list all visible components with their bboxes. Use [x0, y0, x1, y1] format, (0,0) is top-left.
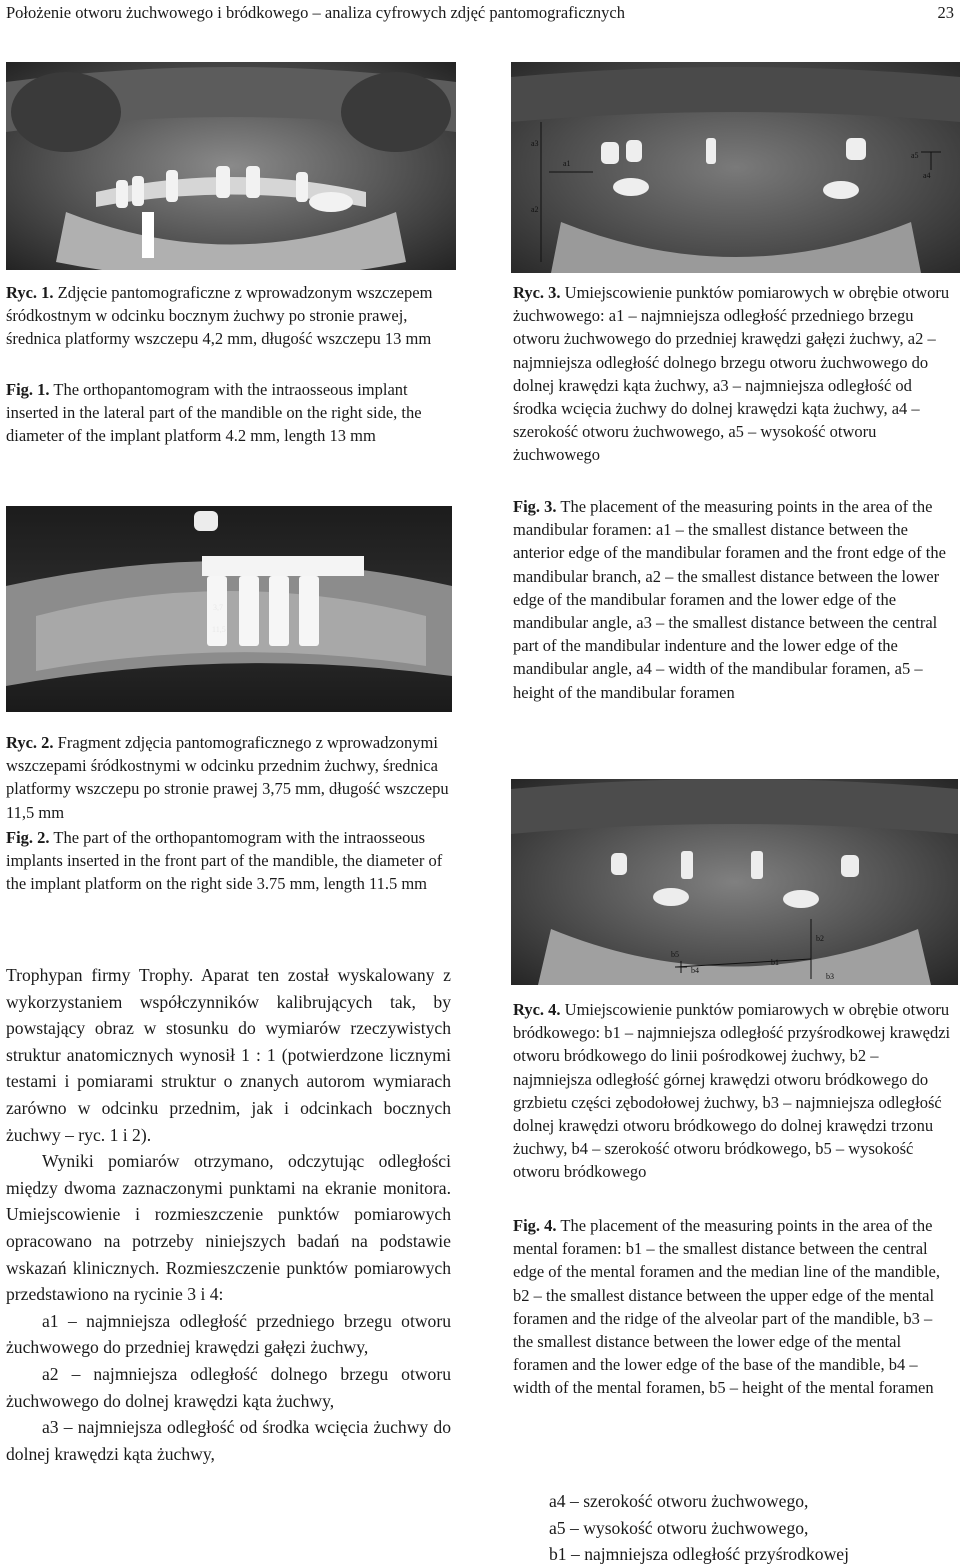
- body-left-paragraph-2: Wyniki pomiarów otrzymano, odczytując odległości między dwoma zaznaczonymi punktami na ekranie monitora. Umiejscowienie i rozmieszczenie punktów pomiarowych opracowano na potrzeby niniejszych badań na podstawie wskazań klinicznych. Rozmieszczenie punktów pomiarowych przedstawiono na rycinie 3 i 4:: [6, 1151, 451, 1305]
- figure-4-caption-pl: [513, 998, 955, 1184]
- figure-4-caption-en-lead: Fig. 4.: [513, 1216, 557, 1235]
- panoramic-xray-image-3: [511, 62, 960, 273]
- body-left-paragraph-3: a1 – najmniejsza odległość przedniego brzegu otworu żuchwowego do przedniej krawędzi gałęzi żuchwy,: [6, 1310, 451, 1358]
- figure-3-caption-en-lead: Fig. 3.: [513, 497, 557, 516]
- body-left-paragraph-5: a3 – najmniejsza odległość od środka wcięcia żuchwy do dolnej krawędzi kąta żuchwy,: [6, 1417, 451, 1464]
- figure-3-caption-pl-text: Umiejscowienie punktów pomiarowych w obrębie otworu żuchwowego: a1 – najmniejsza odległość przedniego brzegu otworu żuchwowego do przedniej krawędzi gałęzi żuchwy, a2 – najmniejsza odległość dolnego brzegu otworu żuchwowego do dolnej krawędzi kąta żuchwy, a3 – najmniejsza odległość od środka wcięcia żuchwy do dolnej krawędzi kąta żuchwy, a4 – szerokość otworu żuchwowego, a5 – wysokość otworu żuchwowego: [513, 283, 950, 465]
- figure-2-caption-en-lead: Fig. 2.: [6, 828, 50, 847]
- body-text-left: [6, 962, 451, 1467]
- implant-label-length: 11,5: [212, 625, 226, 634]
- body-left-paragraph-4: a2 – najmniejsza odległość dolnego brzegu otworu żuchwowego do dolnej krawędzi kąta żuchwy,: [6, 1363, 451, 1411]
- figure-1-radiograph: [6, 62, 456, 270]
- body-left-paragraph-1: Trophypan firmy Trophy. Aparat ten został wyskalowany z wykorzystaniem współczynników kalibrujących tak, by powstający obraz w stosunku do wymiarów rzeczywistych struktur anatomicznych wynosił 1 : 1 (potwierdzone licznymi testami i pomiarami struktur o znanych autorom wymiarach zarówno w odcinku przednim, jak i odcinkach bocznych żuchwy – ryc. 1 i 2).: [6, 965, 451, 1145]
- implant-label-diameter: 3,7: [213, 603, 223, 612]
- measure-label-a5: a5: [911, 151, 919, 160]
- figure-1-caption-pl-lead: Ryc. 1.: [6, 283, 54, 302]
- figure-3-caption-en-text: The placement of the measuring points in the area of the mandibular foramen: a1 – the smallest distance between the anterior edge of the mandibular foramen and the front edge of the mandibular branch, a2 – the smallest distance between the lower edge of the mandibular foramen and the lower edge of the mandibular angle, a3 – the smallest distance between the central part of the mandibular indenture and the lower edge of the mandibular angle, a4 – width of the mandibular foramen, a5 – height of the mandibular foramen: [513, 497, 946, 702]
- figure-3-caption-en: [513, 495, 955, 704]
- page-number: 23: [937, 3, 954, 22]
- figure-1-caption-pl-text: Zdjęcie pantomograficzne z wprowadzonym wszczepem śródkostnym w odcinku bocznym żuchwy po stronie prawej, średnica platformy wszczepu 4,2 mm, długość wszczepu 13 mm: [6, 283, 433, 349]
- figure-4-caption-en-text: The placement of the measuring points in the area of the mental foramen: b1 – the smallest distance between the central edge of the mental foramen and the median line of the mandible, b2 – the smallest distance between the upper edge of the mental foramen and the ridge of the alveolar part of the mandible, b3 – the smallest distance between the lower edge of the mental foramen and the lower edge of the base of the mandible, b4 – width of the mental foramen, b5 – height of the mental foramen: [513, 1216, 941, 1398]
- figure-1-caption-en-lead: Fig. 1.: [6, 380, 50, 399]
- figure-1-caption-en: [6, 378, 456, 448]
- figure-1-caption-pl: [6, 281, 456, 351]
- figure-1-caption-en-text: The orthopantomogram with the intraosseous implant inserted in the lateral part of the mandible on the right side, the diameter of the implant platform 4.2 mm, length 13 mm: [6, 380, 422, 446]
- figure-4-caption-en: [513, 1214, 955, 1400]
- measure-label-a3: a3: [531, 139, 539, 148]
- measure-label-a1: a1: [563, 159, 571, 168]
- figure-2-caption-en: [6, 826, 456, 896]
- figure-2-caption-pl-lead: Ryc. 2.: [6, 733, 54, 752]
- figure-2-caption-pl-text: Fragment zdjęcia pantomograficznego z wprowadzonymi wszczepami śródkostnymi w odcinku przednim żuchwy, średnica platformy wszczepu po stronie prawej 3,75 mm, długość wszczepu 11,5 mm: [6, 733, 449, 822]
- panoramic-xray-fragment-image: [6, 506, 452, 712]
- figure-3-radiograph: [511, 62, 960, 273]
- body-right-paragraph-3: b1 – najmniejsza odległość przyśrodkowej: [549, 1544, 849, 1565]
- figure-2-caption-en-text: The part of the orthopantomogram with the intraosseous implants inserted in the front part of the mandible, the diameter of the implant platform on the right side 3.75 mm, length 11.5 mm: [6, 828, 443, 894]
- panoramic-xray-image-4: [511, 779, 958, 985]
- measure-label-b4: b4: [691, 966, 699, 975]
- figure-3-caption-pl-lead: Ryc. 3.: [513, 283, 561, 302]
- measure-label-a2: a2: [531, 205, 539, 214]
- figure-4-caption-pl-text: Umiejscowienie punktów pomiarowych w obrębie otworu bródkowego: b1 – najmniejsza odległość przyśrodkowej krawędzi otworu bródkowego do linii pośrodkowej żuchwy, b2 – najmniejsza odległość górnej krawędzi otworu bródkowego do grzbietu części zębodołowej żuchwy, b3 – najmniejsza odległość dolnej krawędzi otworu bródkowego do dolnej krawędzi trzonu żuchwy, b4 – szerokość otworu bródkowego, b5 – wysokość otworu bródkowego: [513, 1000, 951, 1182]
- implant-shape: [142, 212, 154, 258]
- figure-4-radiograph: [511, 779, 958, 985]
- body-right-paragraph-1: a4 – szerokość otworu żuchwowego,: [549, 1491, 809, 1511]
- measure-label-b5: b5: [671, 950, 679, 959]
- body-right-paragraph-2: a5 – wysokość otworu żuchwowego,: [549, 1517, 809, 1538]
- body-text-right: [513, 1488, 955, 1568]
- measure-label-b2: b2: [816, 934, 824, 943]
- running-header: [6, 0, 954, 26]
- figure-3-caption-pl: [513, 281, 955, 467]
- figure-4-caption-pl-lead: Ryc. 4.: [513, 1000, 561, 1019]
- measure-label-a4: a4: [923, 171, 931, 180]
- figure-2-caption-pl: [6, 731, 456, 824]
- running-title: Położenie otworu żuchwowego i bródkowego – analiza cyfrowych zdjęć pantomograficznych: [6, 3, 625, 22]
- figure-2-radiograph: [6, 506, 452, 712]
- panoramic-xray-image-1: [6, 62, 456, 270]
- measure-label-b1: b1: [771, 958, 779, 967]
- measure-label-b3: b3: [826, 972, 834, 981]
